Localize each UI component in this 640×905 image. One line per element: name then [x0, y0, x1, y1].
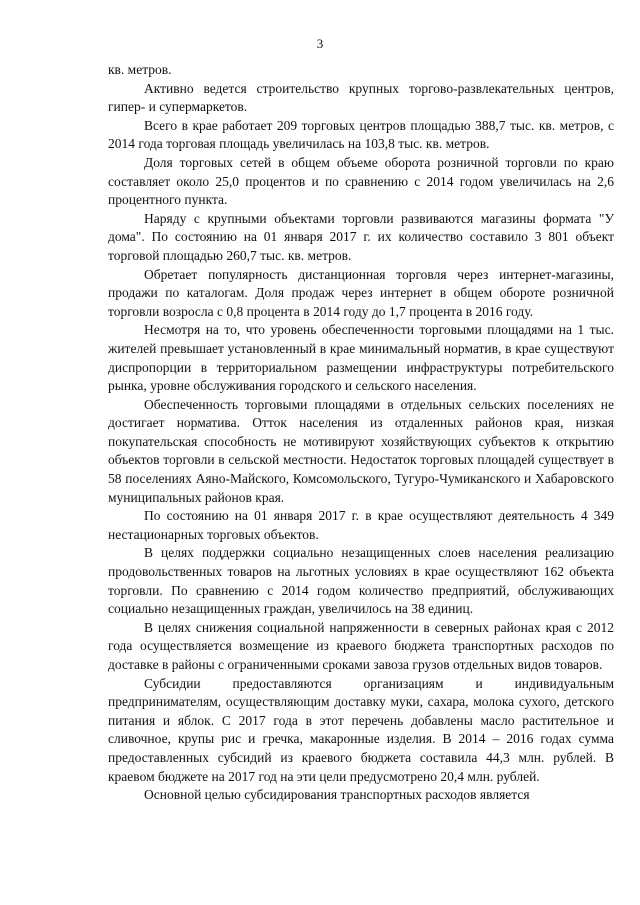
- paragraph-subsidies: Субсидии предоставляются организациям и индивидуальным предпринимателям, осуществляющим доставку муки, сахара, молока сухого, детского питания и яблок. С 2017 года в этот перечень добавлены масло растительное и сливочное, крупы рис и гречка, макаронные изделия. В 2014 – 2016 годах сумма предоставленных субсидий из краевого бюджета составила 44,3 млн. рублей. В краевом бюджете на 2017 год на эти цели предусмотрено 20,4 млн. рублей.: [108, 675, 614, 784]
- paragraph-continuation: кв. метров.: [108, 62, 172, 77]
- paragraph-rural-settlements: Обеспеченность торговыми площадями в отдельных сельских поселениях не достигает норматива. Отток населения из отдаленных районов края, низкая покупательская способность не мотивируют хозяйствующих субъектов к открытию объектов торговли в сельской местности. Недостаток торговых площадей существует в 58 поселениях Аяно-Майского, Комсомольского, Тугуро-Чумиканского и Хабаровского муниципальных районов края.: [108, 396, 614, 505]
- page-number: 3: [316, 36, 324, 51]
- paragraph-northern-regions: В целях снижения социальной напряженности в северных районах края с 2012 года осуществляется возмещение из краевого бюджета транспортных расходов по доставке в районы с ограниченными сроками завоза грузов отдельных видов товаров.: [108, 619, 614, 672]
- paragraph-distance-trade: Обретает популярность дистанционная торговля через интернет-магазины, продажи по каталогам. Доля продаж через интернет в общем обороте розничной торговли возросла с 0,8 процента в 2014 году до 1,7 процента в 2016 году.: [108, 266, 614, 319]
- paragraph-retail-chains-share: Доля торговых сетей в общем объеме оборота розничной торговли по краю составляет около 25,0 процентов и по сравнению с 2014 годом увеличилась на 2,6 процентного пункта.: [108, 154, 614, 208]
- paragraph-social-support: В целях поддержки социально незащищенных слоев населения реализацию продовольственных товаров на льготных условиях в крае осуществляют 162 объекта торговли. По сравнению с 2014 годом количество предприятий, обслуживающих социально незащищенных граждан, увеличилось на 38 единиц.: [108, 545, 614, 617]
- document-body: [108, 61, 614, 805]
- paragraph-subsidy-goal: Основной целью субсидирования транспортных расходов является: [144, 787, 530, 803]
- paragraph-construction: Активно ведется строительство крупных торгово-развлекательных центров, гипер- и супермаркетов.: [108, 80, 614, 115]
- paragraph-non-stationary-objects: По состоянию на 01 января 2017 г. в крае осуществляют деятельность 4 349 нестационарных торговых объектов.: [108, 508, 614, 542]
- paragraph-shopping-centers: Всего в крае работает 209 торговых центров площадью 388,7 тыс. кв. метров, с 2014 года торговая площадь увеличилась на 103,8 тыс. кв. метров.: [108, 117, 614, 152]
- paragraph-disproportions: Несмотря на то, что уровень обеспеченности торговыми площадями на 1 тыс. жителей превышает установленный в крае минимальный норматив, в крае существуют диспропорции в территориальном размещении инфраструктуры потребительского рынка, уровне обслуживания городского и сельского населения.: [108, 322, 614, 394]
- paragraph-convenience-stores: Наряду с крупными объектами торговли развиваются магазины формата "У дома". По состоянию на 01 января 2017 г. их количество составило 3 801 объект торговой площадью 260,7 тыс. кв. метров.: [108, 210, 614, 263]
